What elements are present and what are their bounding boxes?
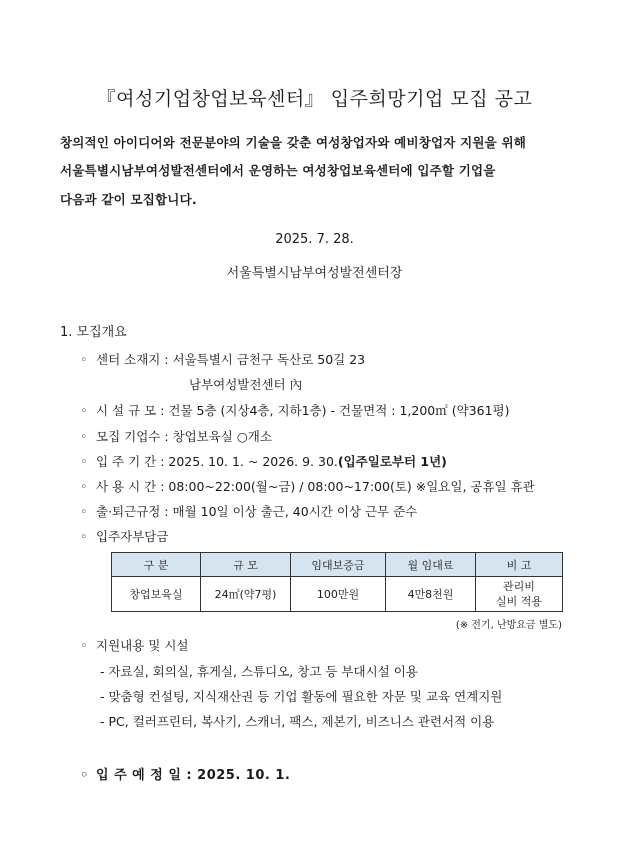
remark-line-2: 실비 적용	[495, 595, 542, 608]
header-rent: 월 임대료	[386, 553, 476, 577]
bullet: ◦	[80, 352, 88, 367]
header-category: 구 분	[112, 553, 201, 577]
notice-date: 2025. 7. 28.	[275, 232, 354, 247]
cell-deposit: 100만원	[291, 577, 386, 612]
support-item: - PC, 컬러프린터, 복사기, 스캐너, 팩스, 제본기, 비즈니스 관련서적 이용	[100, 714, 495, 729]
cell-category: 창업보육실	[112, 577, 201, 612]
issuer: 서울특별시남부여성발전센터장	[226, 266, 403, 281]
rules-row	[80, 502, 417, 520]
cell-rent: 4만8천원	[386, 577, 476, 612]
cell-remark	[476, 577, 563, 612]
bullet: ◦	[80, 638, 88, 653]
table-row	[112, 577, 563, 612]
bullet: ◦	[80, 479, 88, 494]
support-item: - 자료실, 회의실, 휴게실, 스튜디오, 창고 등 부대시설 이용	[100, 664, 418, 679]
header-deposit: 임대보증금	[291, 553, 386, 577]
support-label: 지원내용 및 시설	[96, 638, 189, 653]
fee-table-header	[112, 553, 563, 577]
rules-text: 출·퇴근규정 : 매월 10일 이상 출근, 40시간 이상 근무 준수	[96, 504, 418, 519]
location-row	[80, 350, 365, 368]
count-text: 모집 기업수 : 창업보육실 ○개소	[96, 429, 272, 444]
period-text: 입 주 기 간 : 2025. 10. 1. ~ 2026. 9. 30.	[96, 454, 338, 469]
fee-note: (※ 전기, 난방요금 별도)	[455, 620, 562, 631]
period-bold-text: (입주일로부터 1년)	[337, 454, 447, 469]
header-remark: 비 고	[476, 553, 563, 577]
move-in-text: 입 주 예 정 일 : 2025. 10. 1.	[96, 768, 291, 783]
cell-size: 24㎡(약7평)	[201, 577, 291, 612]
remark-line-1: 관리비	[503, 580, 535, 593]
bullet: ◦	[80, 529, 88, 544]
location-row-2: 남부여성발전센터 內	[189, 377, 303, 392]
bullet: ◦	[80, 403, 88, 418]
period-row	[80, 452, 447, 470]
intro-line-3: 다음과 같이 모집합니다.	[60, 192, 197, 207]
scale-text: 시 설 규 모 : 건물 5층 (지상4층, 지하1층) - 건물면적 : 1,200㎡ (약361평)	[96, 403, 510, 418]
scale-row	[80, 401, 510, 419]
hours-text: 사 용 시 간 : 08:00~22:00(월~금) / 08:00~17:00(토) ※일요일, 공휴일 휴관	[96, 479, 535, 494]
support-row	[80, 636, 188, 654]
hours-row	[80, 477, 535, 495]
bullet: ◦	[80, 504, 88, 519]
move-in-date	[80, 764, 290, 783]
intro-line-2: 서울특별시남부여성발전센터에서 운영하는 여성창업보육센터에 입주할 기업을	[60, 163, 496, 178]
count-row	[80, 427, 272, 445]
header-size: 규 모	[201, 553, 291, 577]
support-item: - 맞춤형 컨설팅, 지식재산권 등 기업 활동에 필요한 자문 및 교육 연계지원	[100, 689, 503, 704]
intro-line-1: 창의적인 아이디어와 전문분야의 기술을 갖춘 여성창업자와 예비창업자 지원을 위해	[60, 135, 527, 150]
page-title: 『여성기업창업보육센터』 입주희망기업 모집 공고	[96, 88, 533, 110]
fee-table	[111, 552, 563, 612]
section-heading: 1. 모집개요	[60, 325, 127, 340]
fee-label: 입주자부담금	[96, 529, 169, 544]
bullet: ◦	[80, 768, 89, 783]
fee-label-row	[80, 527, 168, 545]
location-text: 센터 소재지 : 서울특별시 금천구 독산로 50길 23	[96, 352, 366, 367]
bullet: ◦	[80, 454, 88, 469]
bullet: ◦	[80, 429, 88, 444]
